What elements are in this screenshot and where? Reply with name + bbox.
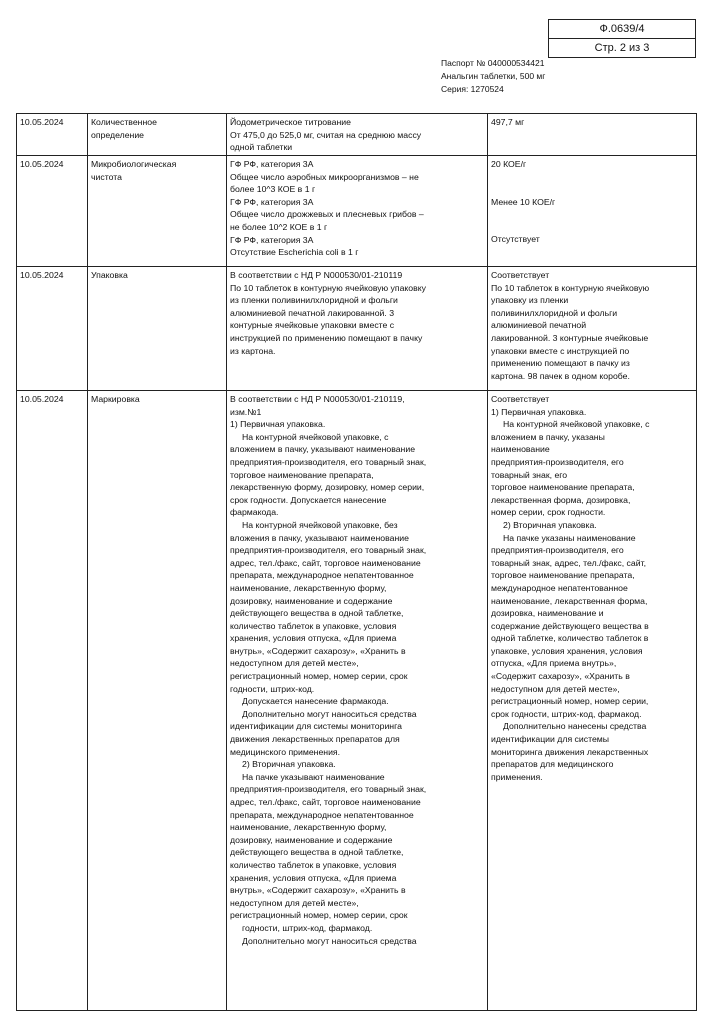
requirement-cell: В соответствии с НД Р N000530/01-210119, изм.№1 1) Первичная упаковка. На контурной ячейковой упаковке, с вложением в пачку, указывают наименование предприятия-производителя, его товарный знак, торговое наименование препарата, лекарственную форму, дозировку, номер серии, срок годности. Допускается нанесение фармакода. На контурной ячейковой упаковке, без вложения в пачку, указывают наименование предприятия-производителя, его товарный знак, адрес, тел./факс, сайт, торговое наименование препарата, международное непатентованное наименование, лекарственную форму, дозировку, наименование и содержание действующего вещества в одной таблетке, количество таблеток в упаковке, условия хранения, условия отпуска, «Для приема внутрь», «Содержит сахарозу», «Хранить в недоступном для детей месте», регистрационный номер, номер серии, срок годности, штрих-код. Допускается нанесение фармакода. Дополнительно могут наноситься средства идентификации для системы мониторинга движения лекарственных препаратов для медицинского применения. 2) Вторичная упаковка. На пачке указывают наименование предприятия-производителя, его товарный знак, адрес, тел./факс, сайт, торговое наименование препарата, международное непатентованное наименование, лекарственную форму, дозировку, наименование и содержание действующего вещества в одной таблетке, количество таблеток в упаковке, условия хранения, условия отпуска, «Для приема внутрь», «Содержит сахарозу», «Хранить в недоступном для детей месте», регистрационный номер, номер серии, срок годности, штрих-код, фармакод. Дополнительно могут наноситься средства [227,391,488,1011]
test-name-cell: Микробиологическая чистота [88,156,227,267]
passport-header [441,57,545,96]
form-code-box [548,19,696,58]
requirement-cell: В соответствии с НД Р N000530/01-210119 По 10 таблеток в контурную ячейковую упаковку из пленки поливинилхлоридной и фольги алюминиевой печатной лакированной. 3 контурные ячейковые упаковки вместе с инструкцией по применению помещают в пачку из картона. [227,267,488,391]
page-number: Стр. 2 из 3 [549,38,695,57]
table-row [17,156,697,267]
requirement-cell: Йодометрическое титрование От 475,0 до 525,0 мг, считая на среднюю массу одной таблетки [227,114,488,156]
series-number: Серия: 1270524 [441,84,504,94]
date-cell: 10.05.2024 [17,391,88,1011]
table-row [17,267,697,391]
date-cell: 10.05.2024 [17,267,88,391]
test-name-cell: Количественное определение [88,114,227,156]
result-cell: 20 КОЕ/г Менее 10 КОЕ/г Отсутствует [488,156,697,267]
passport-number: Паспорт № 040000534421 [441,58,545,68]
date-cell: 10.05.2024 [17,114,88,156]
table-row [17,391,697,1011]
table-row [17,114,697,156]
result-cell: Соответствует 1) Первичная упаковка. На контурной ячейковой упаковке, с вложением в пачку, указаны наименование предприятия-производителя, его товарный знак, его торговое наименование препарата, лекарственная форма, дозировка, номер серии, срок годности. 2) Вторичная упаковка. На пачке указаны наименование предприятия-производителя, его товарный знак, адрес, тел./факс, сайт, торговое наименование препарата, международное непатентованное наименование, лекарственная форма, дозировка, наименование и содержание действующего вещества в одной таблетке, количество таблеток в упаковке, условия хранения, условия отпуска, «Для приема внутрь», «Содержит сахарозу», «Хранить в недоступном для детей месте», регистрационный номер, номер серии, срок годности, штрих-код, фармакод. Дополнительно нанесены средства идентификации для системы мониторинга движения лекарственных препаратов для медицинского применения. [488,391,697,1011]
test-name-cell: Маркировка [88,391,227,1011]
form-code: Ф.0639/4 [599,23,645,35]
result-cell: 497,7 мг [488,114,697,156]
result-cell: Соответствует По 10 таблеток в контурную ячейковую упаковку из пленки поливинилхлоридной и фольги алюминиевой печатной лакированной. 3 контурные ячейковые упаковки вместе с инструкцией по применению помещают в пачку из картона. 98 пачек в одном коробе. [488,267,697,391]
date-cell: 10.05.2024 [17,156,88,267]
requirement-cell: ГФ РФ, категория 3А Общее число аэробных микроорганизмов – не более 10^3 КОЕ в 1 г ГФ РФ, категория 3А Общее число дрожжевых и плесневых грибов – не более 10^2 КОЕ в 1 г ГФ РФ, категория 3А Отсутствие Escherichia coli в 1 г [227,156,488,267]
test-name-cell: Упаковка [88,267,227,391]
product-name: Анальгин таблетки, 500 мг [441,71,546,81]
test-results-table [16,113,697,1011]
